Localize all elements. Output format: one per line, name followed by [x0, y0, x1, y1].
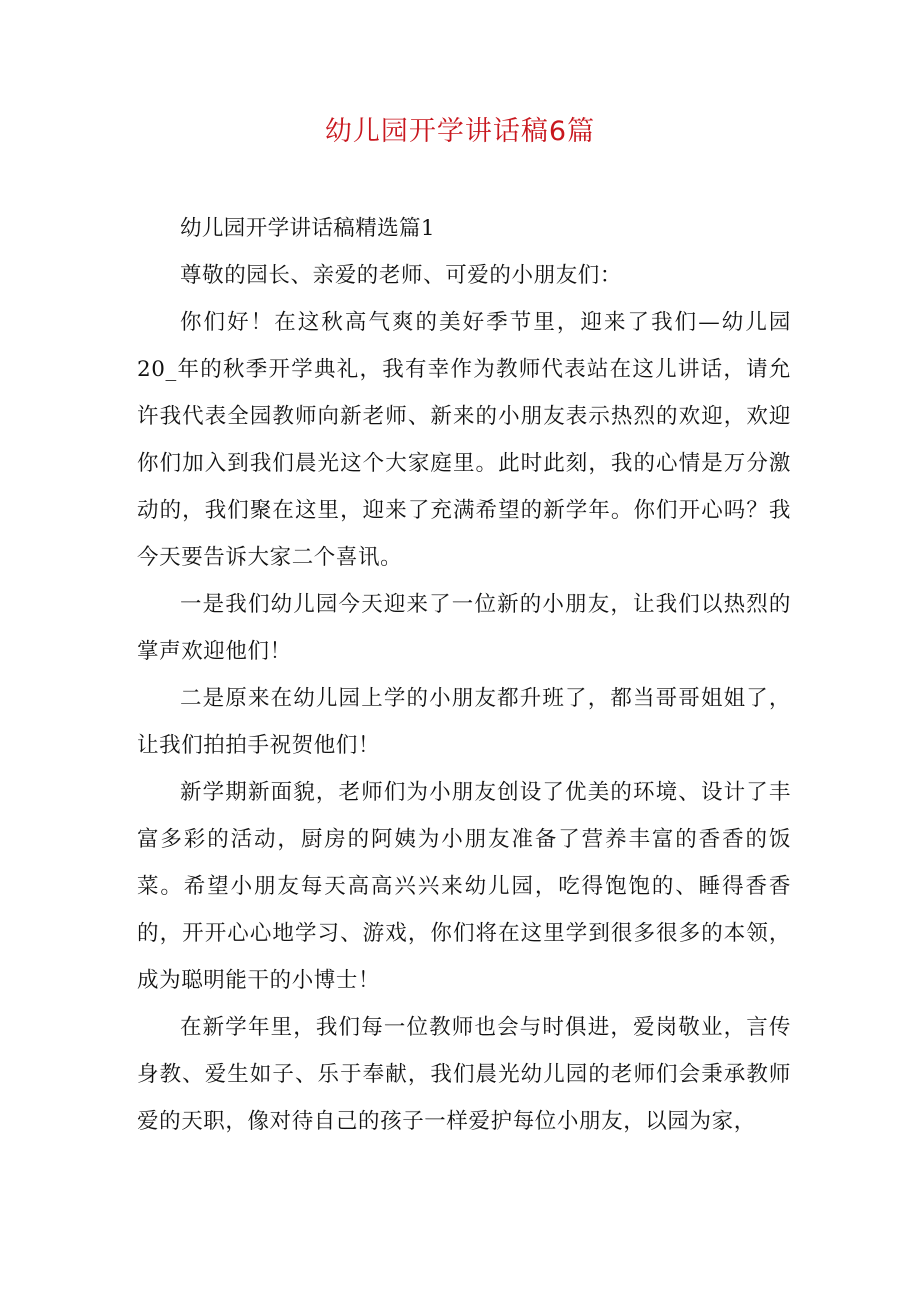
- paragraph-teachers: 在新学年里，我们每一位教师也会与时俱进，爱岗敬业，言传身教、爱生如子、乐于奉献，我们晨光幼儿园的老师们会秉承教师爱的天职，像对待自己的孩子一样爱护每位小朋友，以园为家，: [137, 1015, 791, 1134]
- paragraph-new-term: 新学期新面貌，老师们为小朋友创设了优美的环境、设计了丰富多彩的活动，厨房的阿姨为小朋友准备了营养丰富的香香的饭菜。希望小朋友每天高高兴兴来幼儿园，吃得饱饱的、睡得香香的，开开心心地学习、游戏，你们将在这里学到很多很多的本领，成为聪明能干的小博士！: [137, 780, 791, 993]
- paragraph-news-two: 二是原来在幼儿园上学的小朋友都升班了，都当哥哥姐姐了，让我们拍拍手祝贺他们！: [137, 686, 791, 758]
- paragraph-salutation: 尊敬的园长、亲爱的老师、可爱的小朋友们：: [180, 263, 623, 288]
- document-body: [137, 205, 791, 1145]
- paragraph-greeting: 你们好！在这秋高气爽的美好季节里，迎来了我们—幼儿园20_年的秋季开学典礼，我有幸作为教师代表站在这儿讲话，请允许我代表全园教师向新老师、新来的小朋友表示热烈的欢迎，欢迎你们加入到我们晨光这个大家庭里。此时此刻，我的心情是万分激动的，我们聚在这里，迎来了充满希望的新学年。你们开心吗？我今天要告诉大家二个喜讯。: [137, 310, 791, 570]
- document-title: 幼儿园开学讲话稿6篇: [324, 116, 596, 147]
- paragraph-news-one: 一是我们幼儿园今天迎来了一位新的小朋友，让我们以热烈的掌声欢迎他们！: [137, 592, 791, 664]
- section-heading: 幼儿园开学讲话稿精选篇1: [180, 216, 435, 241]
